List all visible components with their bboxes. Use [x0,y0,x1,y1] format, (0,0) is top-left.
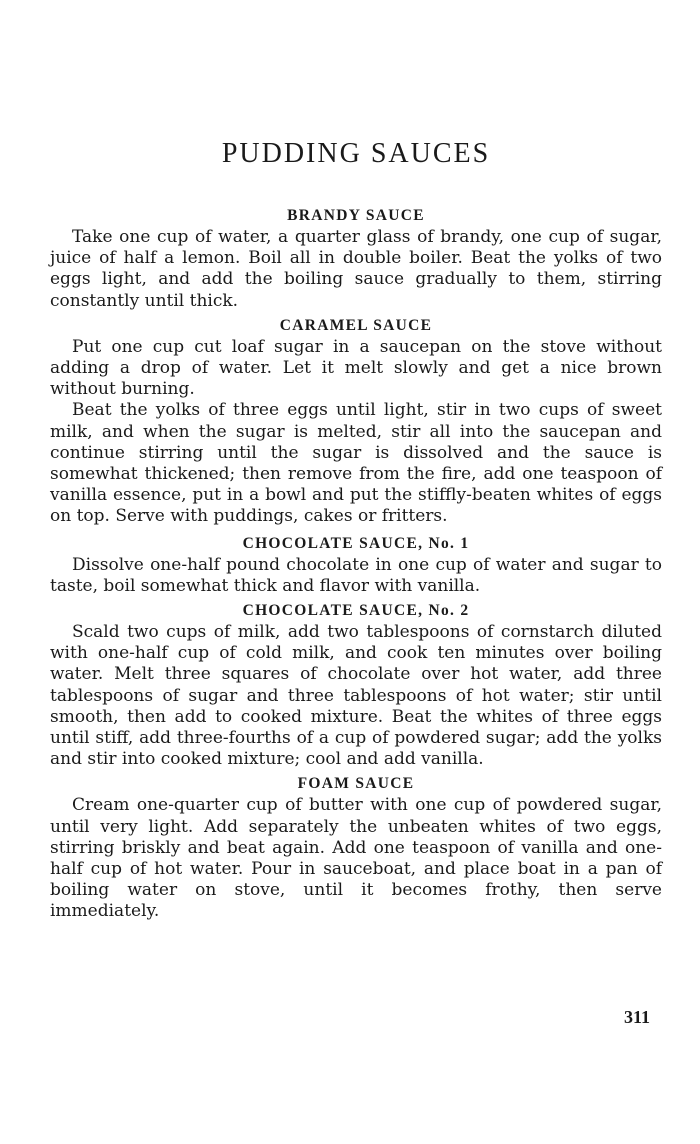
section-caramel-sauce [50,314,662,528]
page-title: PUDDING SAUCES [221,138,491,169]
book-page [50,0,662,1144]
section-heading: CHOCOLATE SAUCE, No. 1 [242,534,470,552]
section-brandy-sauce [50,204,662,312]
section-heading: CARAMEL SAUCE [279,316,433,334]
section-foam-sauce [50,772,662,922]
section-chocolate-sauce-1 [50,532,662,597]
paragraph: Put one cup cut loaf sugar in a saucepan on the stove without adding a drop of water. Let it melt slowly and get a nice brown without burning. [50,336,662,400]
paragraph: Dissolve one-half pound chocolate in one cup of water and sugar to taste, boil somewhat thick and flavor with vanilla. [50,554,662,596]
section-heading: BRANDY SAUCE [287,207,425,224]
paragraph: Scald two cups of milk, add two tablespoons of cornstarch diluted with one-half cup of cold milk, and cook ten minutes over boiling water. Melt three squares of chocolate over hot water, add three tablespoons of sugar and three tablespoons of hot water; stir until smooth, then add to cooked mixture. Beat the whites of three eggs until stiff, add three-fourths of a cup of powdered sugar; add the yolks and stir into cooked mixture; cool and add vanilla. [50,622,662,770]
page-number: 311 [623,1007,650,1027]
page-content [50,204,662,923]
section-chocolate-sauce-2 [50,599,662,770]
paragraph: Take one cup of water, a quarter glass of brandy, one cup of sugar, juice of half a lemon. Boil all in double boiler. Beat the yolks of two eggs light, and add the boiling sauce gradually to them, stirring constantly until thick. [50,227,662,311]
paragraph: Beat the yolks of three eggs until light, stir in two cups of sweet milk, and when the sugar is melted, stir all into the saucepan and continue stirring until the sugar is dissolved and the sauce is somewhat thickened; then remove from the fire, add one teaspoon of vanilla essence, put in a bowl and put the stiffly-beaten whites of eggs on top. Serve with puddings, cakes or fritters. [50,400,662,527]
section-heading: CHOCOLATE SAUCE, No. 2 [242,602,470,620]
paragraph: Cream one-quarter cup of butter with one cup of powdered sugar, until very light. Add separately the unbeaten whites of two eggs, stirring briskly and beat again. Add one teaspoon of vanilla and one-half cup of hot water. Pour in sauceboat, and place boat in a pan of boiling water on stove, until it becomes frothy, then serve immediately. [50,795,662,922]
section-heading: FOAM SAUCE [297,775,415,793]
